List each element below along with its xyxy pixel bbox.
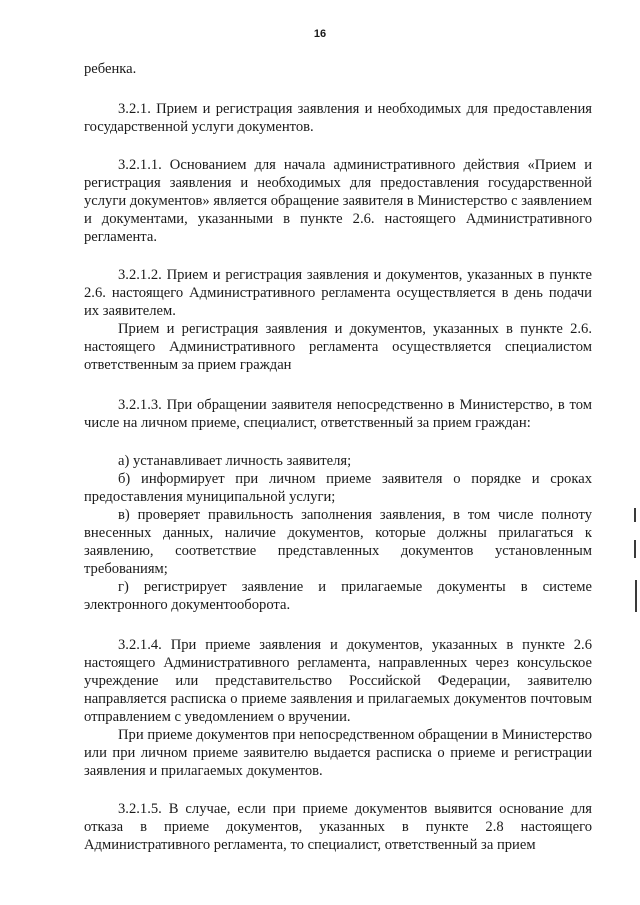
scan-edge-mark <box>635 580 637 612</box>
scan-edge-mark <box>634 508 636 522</box>
paragraph-3-2-1: 3.2.1. Прием и регистрация заявления и необходимых для предоставления государственной услуги документов. <box>84 101 592 135</box>
paragraph-receipt: При приеме документов при непосредственном обращении в Министерство или при личном приеме заявителю выдается расписка о приеме и регистрации заявления и прилагаемых документов. <box>84 727 592 779</box>
list-item-a: а) устанавливает личность заявителя; <box>118 453 352 469</box>
list-item-g: г) регистрирует заявление и прилагаемые документы в системе электронного документооборота. <box>84 579 592 613</box>
scan-edge-mark <box>634 540 636 558</box>
page-number: 16 <box>313 28 327 40</box>
paragraph-specialist: Прием и регистрация заявления и документов, указанных в пункте 2.6. настоящего Административного регламента осуществляется специалистом ответственным за прием граждан <box>84 321 592 373</box>
list-item-v: в) проверяет правильность заполнения заявления, в том числе полноту внесенных данных, наличие документов, которые должны прилагаться к заявлению, соответствие представленных документов установленным требованиям; <box>84 507 592 577</box>
paragraph-3-2-1-2: 3.2.1.2. Прием и регистрация заявления и документов, указанных в пункте 2.6. настоящего Административного регламента осуществляется в день подачи их заявителем. <box>84 267 592 319</box>
paragraph-3-2-1-4: 3.2.1.4. При приеме заявления и документов, указанных в пункте 2.6 настоящего Административного регламента, направленных через консульское учреждение или представительство Российской Федерации, заявителю направляется расписка о приеме заявления и прилагаемых документов почтовым отправлением с уведомлением о вручении. <box>84 637 592 725</box>
paragraph-3-2-1-1: 3.2.1.1. Основанием для начала административного действия «Прием и регистрация заявления и необходимых для предоставления государственной услуги документов» является обращение заявителя в Министерство с заявлением и документами, указанными в пункте 2.6. настоящего Административного регламента. <box>84 157 592 245</box>
list-item-b: б) информирует при личном приеме заявителя о порядке и сроках предоставления муниципальной услуги; <box>84 471 592 505</box>
paragraph-3-2-1-5: 3.2.1.5. В случае, если при приеме документов выявится основание для отказа в приеме документов, указанных в пункте 2.8 настоящего Административного регламента, то специалист, ответственный за прием <box>84 801 592 853</box>
document-body <box>84 60 592 854</box>
paragraph-continuation: ребенка. <box>84 61 137 77</box>
paragraph-3-2-1-3: 3.2.1.3. При обращении заявителя непосредственно в Министерство, в том числе на личном приеме, специалист, ответственный за прием граждан: <box>84 397 592 431</box>
